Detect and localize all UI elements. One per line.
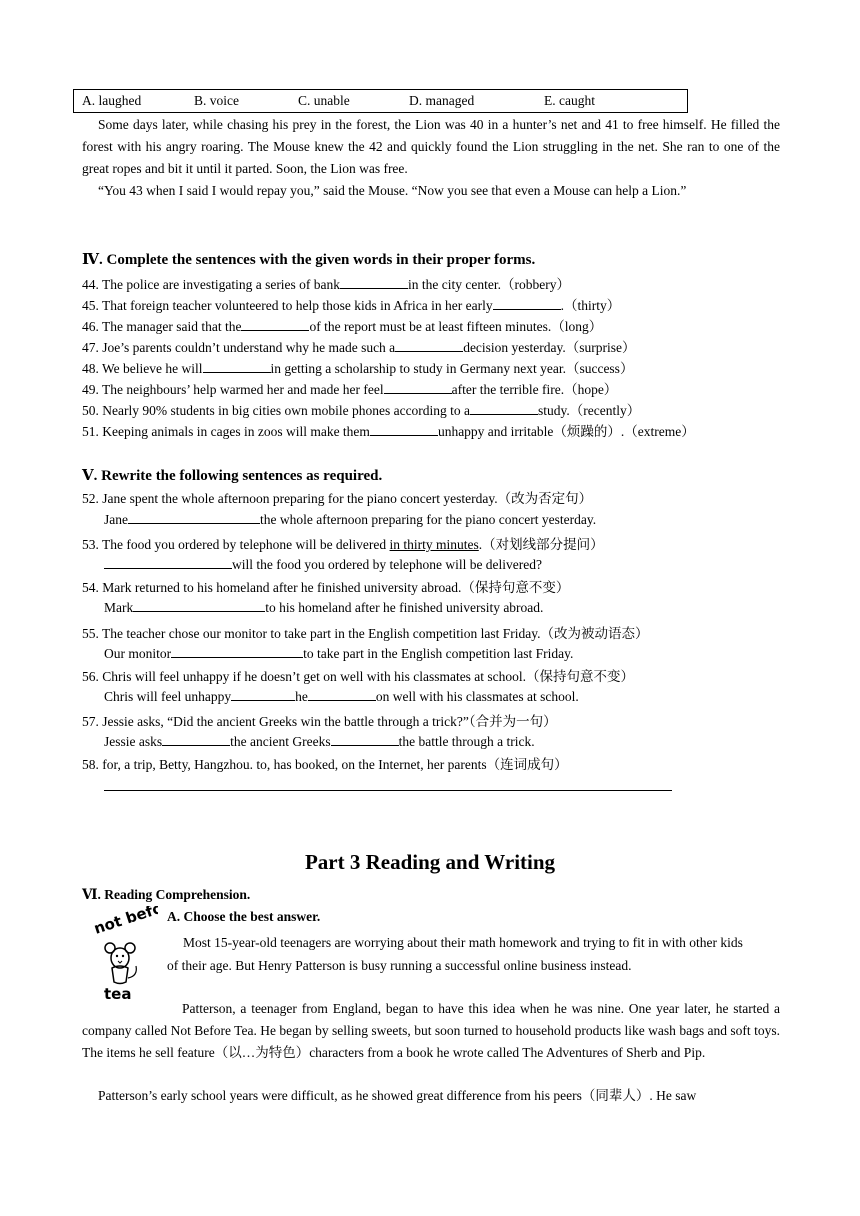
subsection-a-heading: A. Choose the best answer. [167,909,321,924]
logo-text-bottom: tea [104,985,132,1002]
answer-blank[interactable] [384,381,452,394]
section-4-heading: Ⅳ. Complete the sentences with the given words in their proper forms. [82,252,536,268]
answer-blank[interactable] [340,276,408,289]
question-57: 57. Jessie asks, “Did the ancient Greeks win the battle through a trick?”（合并为一句） [82,714,557,729]
question-56: 56. Chris will feel unhappy if he doesn’t get on well with his classmates at school.（保持句意不变） [82,669,635,684]
question-51: 51. Keeping animals in cages in zoos will make them unhappy and irritable（烦躁的）.（extreme） [82,424,695,439]
answer-blank[interactable] [104,556,232,569]
question-54: 54. Mark returned to his homeland after he finished university abroad.（保持句意不变） [82,580,570,595]
option-c: C. unable [298,93,350,108]
section-6-heading: Ⅵ. Reading Comprehension. [82,887,251,902]
reading-paragraph-3: Patterson’s early school years were difficult, as he showed great difference from his peers（同辈人）. He saw [98,1088,697,1103]
answer-55: Our monitor to take part in the English competition last Friday. [104,646,574,661]
answer-blank[interactable] [231,688,295,701]
answer-52: Jane the whole afternoon preparing for the piano concert yesterday. [104,512,597,527]
option-b: B. voice [194,93,239,108]
question-49: 49. The neighbours’ help warmed her and made her feel after the terrible fire.（hope） [82,382,618,397]
question-44: 44. The police are investigating a series of bank in the city center.（robbery） [82,277,570,292]
answer-blank[interactable] [133,599,265,612]
reading-intro: Most 15-year-old teenagers are worrying about their math homework and trying to fit in with other kids of their age. But Henry Patterson is busy running a successful online business instead. [167,935,743,973]
logo-text-top: not before [91,906,158,938]
options-box [73,89,688,113]
story-paragraph-2: “You 43 when I said I would repay you,” said the Mouse. “Now you see that even a Mouse can help a Lion.” [98,183,687,198]
answer-blank[interactable] [308,688,376,701]
question-55: 55. The teacher chose our monitor to take part in the English competition last Friday.（改为被动语态） [82,626,649,641]
not-before-tea-logo [82,906,158,1002]
question-47: 47. Joe’s parents couldn’t understand why he made such a decision yesterday.（surprise） [82,340,636,355]
answer-blank[interactable] [241,318,309,331]
answer-line-58[interactable] [104,790,672,791]
section-5-heading: Ⅴ. Rewrite the following sentences as required. [82,468,383,484]
question-45: 45. That foreign teacher volunteered to help those kids in Africa in her early .（thirty） [82,298,621,313]
option-a: A. laughed [82,93,142,108]
option-e: E. caught [544,93,595,108]
answer-blank[interactable] [128,511,260,524]
answer-blank[interactable] [331,733,399,746]
story-paragraph-1: Some days later, while chasing his prey in the forest, the Lion was 40 in a hunter’s net and 41 to free himself. He filled the forest with his angry roaring. The Mouse knew the 42 and quickly found the Lion struggling in the net. She ran to one of the great ropes and bit it until it parted. Soon, the Lion was free. [82,117,780,176]
question-48: 48. We believe he will in getting a scholarship to study in Germany next year.（success） [82,361,634,376]
answer-blank[interactable] [493,297,561,310]
answer-57: Jessie asks the ancient Greeks the battle through a trick. [104,734,535,749]
question-50: 50. Nearly 90% students in big cities own mobile phones according to a study.（recently） [82,403,641,418]
question-58: 58. for, a trip, Betty, Hangzhou. to, has booked, on the Internet, her parents（连词成句） [82,757,568,772]
part-3-title: Part 3 Reading and Writing [304,850,556,874]
answer-53: will the food you ordered by telephone will be delivered? [104,556,542,573]
answer-blank[interactable] [395,339,463,352]
answer-54: Mark to his homeland after he finished university abroad. [104,600,544,615]
answer-56: Chris will feel unhappy he on well with his classmates at school. [104,689,579,704]
answer-blank[interactable] [470,402,538,415]
question-53: 53. The food you ordered by telephone will be delivered in thirty minutes.（对划线部分提问） [82,537,604,552]
story-text [82,114,780,202]
underlined-phrase: in thirty minutes [389,537,479,552]
option-d: D. managed [409,93,475,108]
answer-blank[interactable] [370,423,438,436]
question-52: 52. Jane spent the whole afternoon preparing for the piano concert yesterday.（改为否定句） [82,491,593,506]
question-46: 46. The manager said that the of the report must be at least fifteen minutes.（long） [82,319,603,334]
answer-blank[interactable] [203,360,271,373]
answer-blank[interactable] [162,733,230,746]
reading-paragraph-2: Patterson, a teenager from England, began to have this idea when he was nine. One year later, he started a company called Not Before Tea. He began by selling sweets, but soon turned to household products like wash bags and soft toys. The items he sell feature（以…为特色）characters from a book he wrote called The Adventures of Sherb and Pip. [82,1001,780,1060]
answer-blank[interactable] [171,645,303,658]
